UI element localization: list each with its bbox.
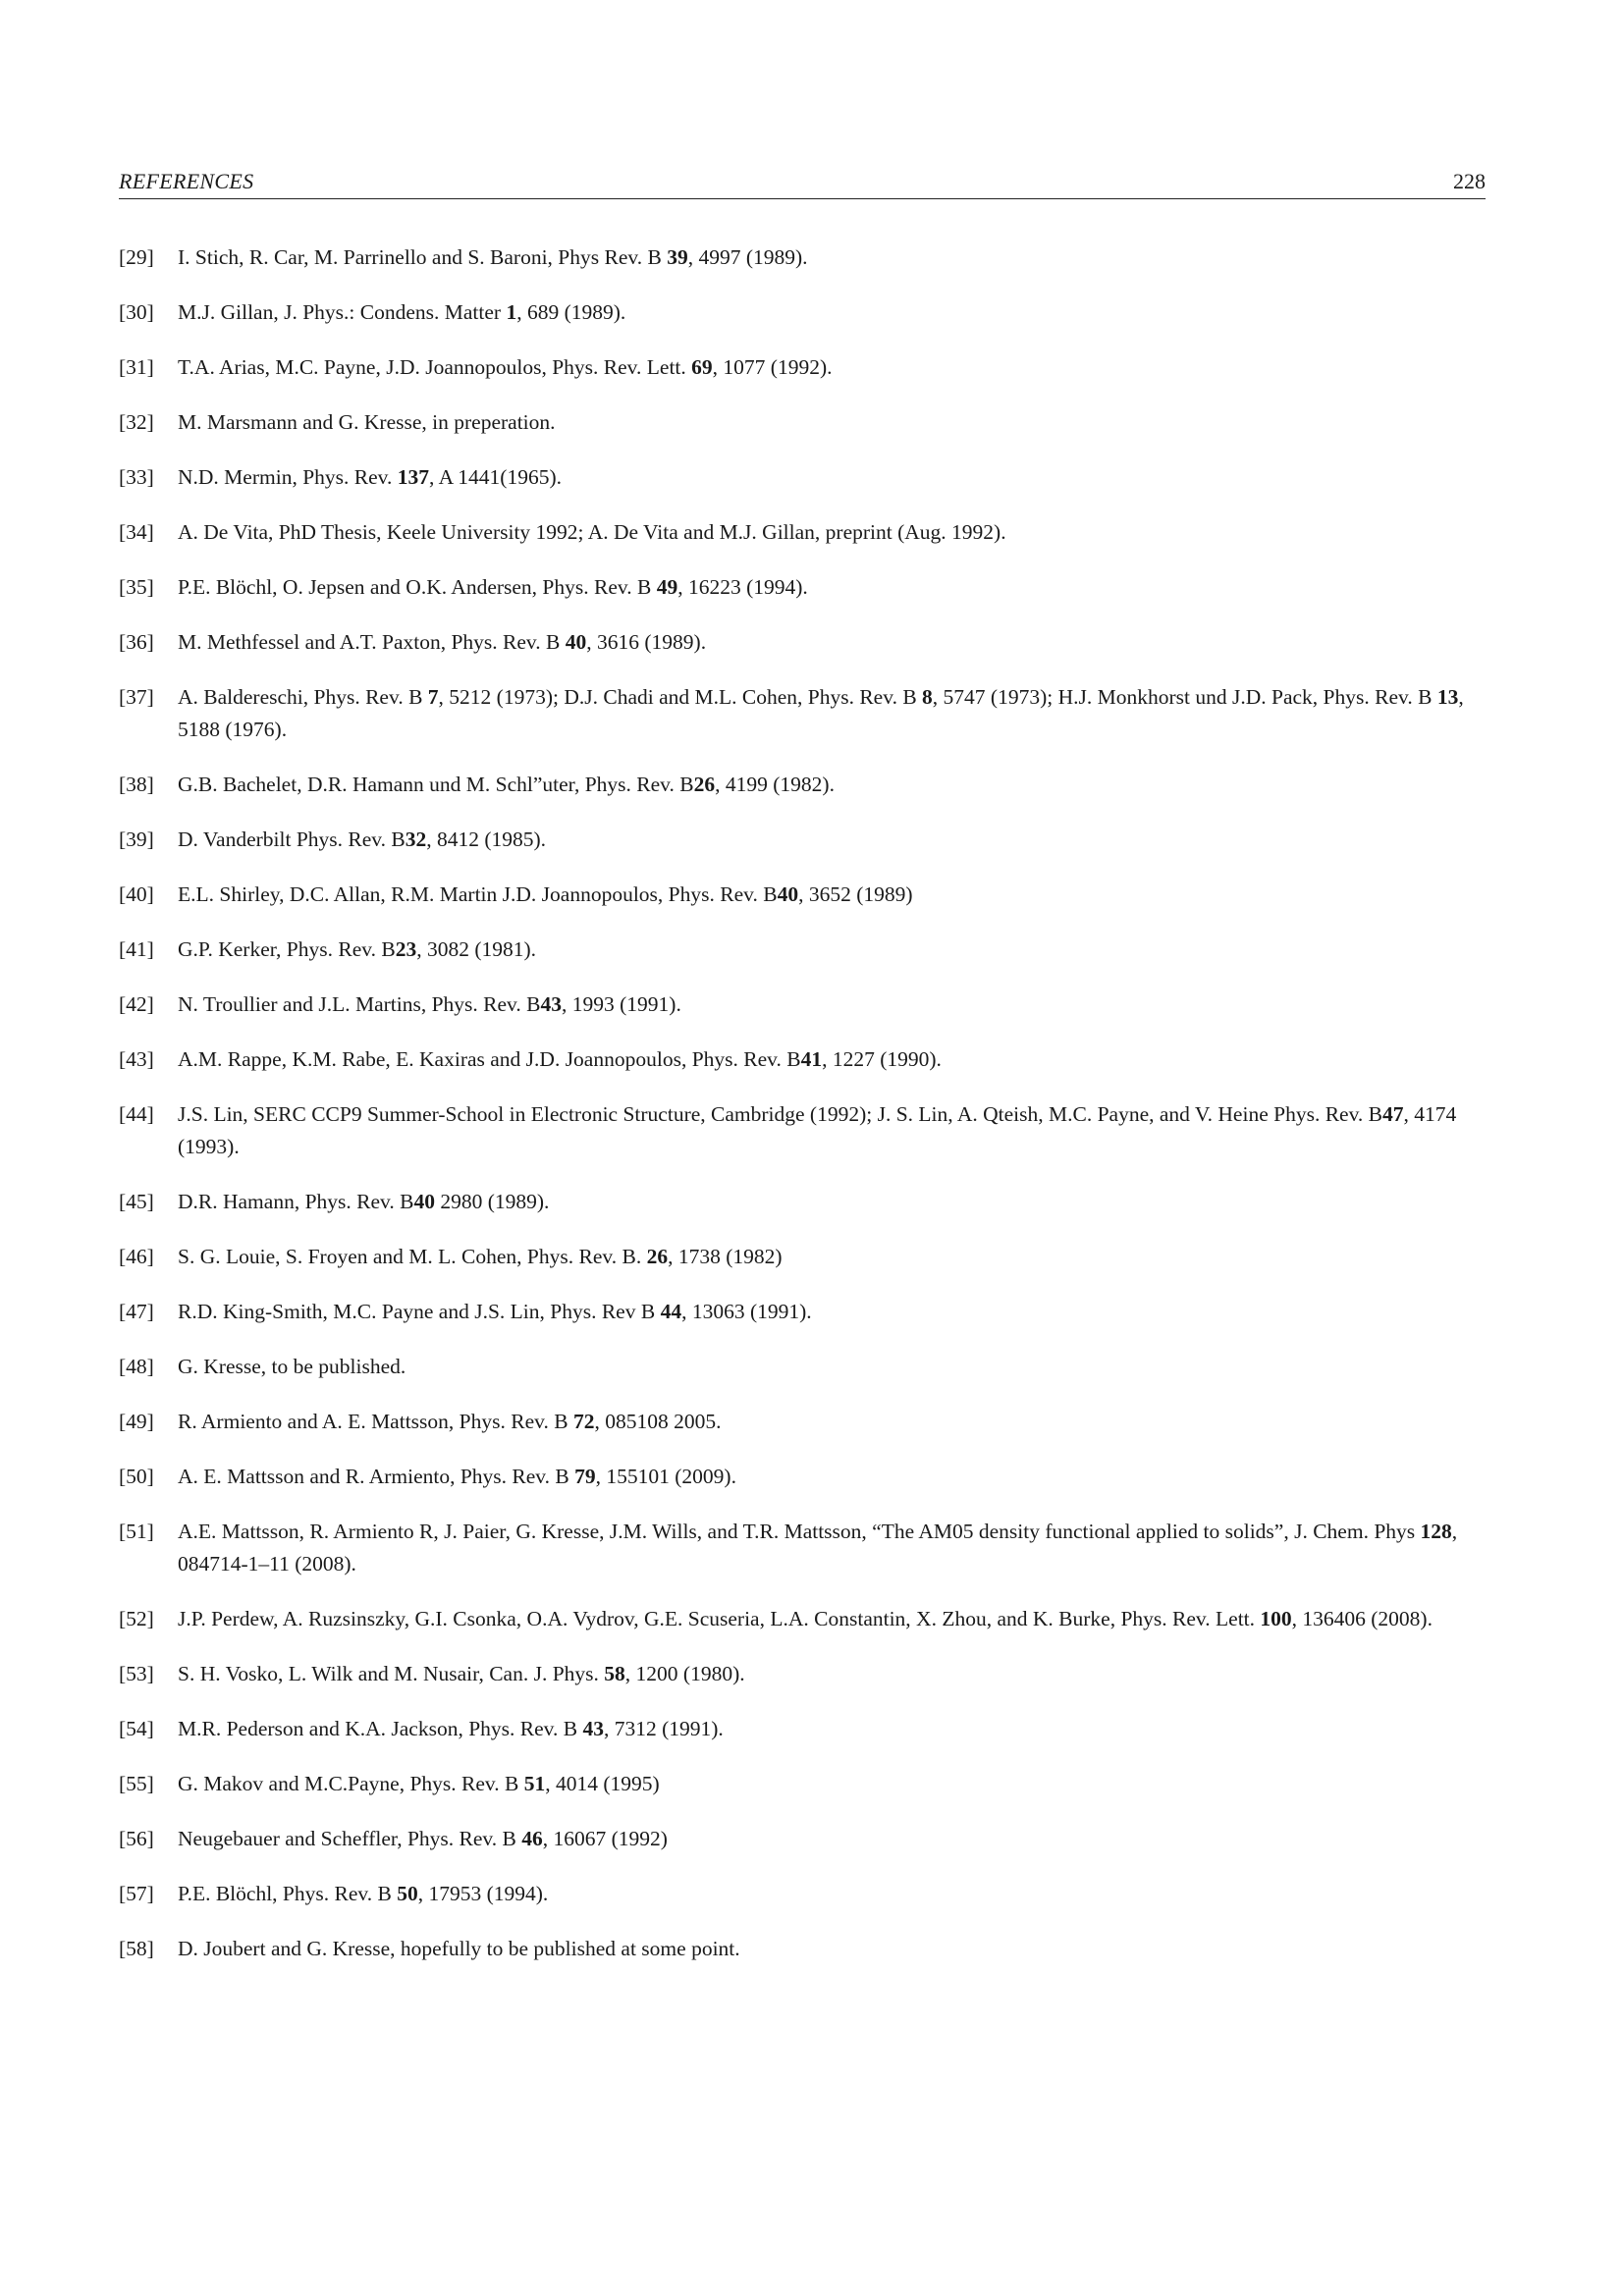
volume-number: 43 — [540, 992, 562, 1016]
reference-segment: , 085108 2005. — [594, 1410, 722, 1433]
reference-text — [178, 575, 808, 599]
reference-item — [119, 1823, 1486, 1855]
volume-number: 32 — [405, 828, 427, 851]
reference-text — [178, 1662, 745, 1685]
reference-segment: , 17953 (1994). — [417, 1882, 549, 1905]
volume-number: 41 — [800, 1047, 823, 1071]
reference-text — [178, 1465, 736, 1488]
reference-item — [119, 461, 1486, 494]
reference-segment: M.R. Pederson and K.A. Jackson, Phys. Rev. B — [178, 1717, 583, 1740]
reference-list — [119, 241, 1486, 1988]
reference-segment: , 4997 (1989). — [687, 245, 808, 269]
reference-item — [119, 1241, 1486, 1273]
reference-segment: , 1227 (1990). — [822, 1047, 942, 1071]
reference-text — [178, 1410, 721, 1433]
reference-segment: J.P. Perdew, A. Ruzsinszky, G.I. Csonka, O.A. Vydrov, G.E. Scuseria, L.A. Constantin, X. Zhou, and K. Burke, Phys. Rev. Lett. — [178, 1607, 1261, 1630]
reference-segment: , 4014 (1995) — [545, 1772, 660, 1795]
reference-number: [30] — [119, 300, 154, 324]
reference-segment: A.M. Rappe, K.M. Rabe, E. Kaxiras and J.D. Joannopoulos, Phys. Rev. B — [178, 1047, 801, 1071]
reference-item — [119, 1186, 1486, 1218]
reference-segment: G. Makov and M.C.Payne, Phys. Rev. B — [178, 1772, 524, 1795]
volume-number: 50 — [397, 1882, 418, 1905]
reference-item — [119, 681, 1486, 746]
reference-segment: , 5212 (1973); D.J. Chadi and M.L. Cohen, Phys. Rev. B — [438, 685, 923, 709]
reference-item — [119, 516, 1486, 549]
reference-segment: G.B. Bachelet, D.R. Hamann und M. Schl”uter, Phys. Rev. B — [178, 773, 694, 796]
reference-number: [54] — [119, 1717, 154, 1740]
reference-item — [119, 1406, 1486, 1438]
reference-segment: , 3616 (1989). — [586, 630, 707, 654]
reference-item — [119, 1933, 1486, 1965]
reference-number: [57] — [119, 1882, 154, 1905]
volume-number: 44 — [660, 1300, 682, 1323]
volume-number: 47 — [1382, 1102, 1404, 1126]
reference-number: [43] — [119, 1047, 154, 1071]
reference-number: [31] — [119, 355, 154, 379]
reference-number: [48] — [119, 1355, 154, 1378]
running-header — [119, 165, 1486, 199]
reference-number: [44] — [119, 1102, 154, 1126]
volume-number: 46 — [521, 1827, 543, 1850]
reference-item — [119, 1043, 1486, 1076]
reference-segment: 2980 (1989). — [434, 1190, 550, 1213]
reference-item — [119, 1878, 1486, 1910]
reference-item — [119, 406, 1486, 439]
reference-segment: , 13063 (1991). — [681, 1300, 812, 1323]
reference-item — [119, 571, 1486, 604]
reference-number: [56] — [119, 1827, 154, 1850]
volume-number: 51 — [523, 1772, 546, 1795]
volume-number: 72 — [572, 1410, 595, 1433]
reference-text — [178, 1772, 660, 1795]
reference-text — [178, 828, 546, 851]
reference-item — [119, 1098, 1486, 1163]
reference-number: [42] — [119, 992, 154, 1016]
volume-number: 137 — [397, 465, 430, 489]
reference-segment: A. Baldereschi, Phys. Rev. B — [178, 685, 428, 709]
reference-segment: , 5747 (1973); H.J. Monkhorst und J.D. Pack, Phys. Rev. B — [932, 685, 1437, 709]
reference-text — [178, 1355, 406, 1378]
reference-text — [178, 465, 562, 489]
volume-number: 40 — [413, 1190, 435, 1213]
reference-text — [178, 520, 1006, 544]
reference-segment: M. Methfessel and A.T. Paxton, Phys. Rev. B — [178, 630, 566, 654]
reference-item — [119, 824, 1486, 856]
reference-segment: S. G. Louie, S. Froyen and M. L. Cohen, Phys. Rev. B. — [178, 1245, 647, 1268]
reference-text — [178, 882, 913, 906]
reference-item — [119, 934, 1486, 966]
reference-text — [178, 685, 1464, 741]
reference-segment: T.A. Arias, M.C. Payne, J.D. Joannopoulos, Phys. Rev. Lett. — [178, 355, 692, 379]
reference-number: [58] — [119, 1937, 154, 1960]
reference-text — [178, 1937, 740, 1960]
reference-item — [119, 1516, 1486, 1580]
reference-segment: R.D. King-Smith, M.C. Payne and J.S. Lin, Phys. Rev B — [178, 1300, 661, 1323]
reference-number: [32] — [119, 410, 154, 434]
reference-segment: , A 1441(1965). — [429, 465, 562, 489]
reference-number: [46] — [119, 1245, 154, 1268]
reference-number: [49] — [119, 1410, 154, 1433]
reference-number: [51] — [119, 1520, 154, 1543]
reference-segment: A.E. Mattsson, R. Armiento R, J. Paier, G. Kresse, J.M. Wills, and T.R. Mattsson, “The AM05 density functional applied to solids”, J. Chem. Phys — [178, 1520, 1421, 1543]
volume-number: 23 — [395, 937, 417, 961]
reference-item — [119, 1603, 1486, 1635]
reference-item — [119, 988, 1486, 1021]
reference-segment: , 16067 (1992) — [542, 1827, 668, 1850]
page-number: 228 — [1453, 169, 1486, 193]
reference-segment: , 689 (1989). — [516, 300, 626, 324]
reference-text — [178, 355, 832, 379]
reference-number: [53] — [119, 1662, 154, 1685]
reference-segment: D. Joubert and G. Kresse, hopefully to be published at some point. — [178, 1937, 740, 1960]
reference-number: [55] — [119, 1772, 154, 1795]
reference-segment: P.E. Blöchl, Phys. Rev. B — [178, 1882, 398, 1905]
reference-segment: P.E. Blöchl, O. Jepsen and O.K. Andersen, Phys. Rev. B — [178, 575, 657, 599]
reference-text — [178, 1102, 1456, 1158]
reference-item — [119, 351, 1486, 384]
reference-segment: A. E. Mattsson and R. Armiento, Phys. Rev. B — [178, 1465, 575, 1488]
reference-text — [178, 1717, 724, 1740]
reference-item — [119, 879, 1486, 911]
reference-number: [50] — [119, 1465, 154, 1488]
reference-number: [47] — [119, 1300, 154, 1323]
reference-number: [52] — [119, 1607, 154, 1630]
reference-segment: , 136406 (2008). — [1291, 1607, 1433, 1630]
reference-segment: D. Vanderbilt Phys. Rev. B — [178, 828, 406, 851]
reference-segment: Neugebauer and Scheffler, Phys. Rev. B — [178, 1827, 522, 1850]
reference-number: [45] — [119, 1190, 154, 1213]
reference-segment: , 16223 (1994). — [677, 575, 808, 599]
volume-number: 7 — [427, 685, 439, 709]
reference-item — [119, 296, 1486, 329]
volume-number: 40 — [565, 630, 587, 654]
reference-number: [38] — [119, 773, 154, 796]
reference-segment: M. Marsmann and G. Kresse, in preperation. — [178, 410, 556, 434]
reference-number: [41] — [119, 937, 154, 961]
reference-segment: , 7312 (1991). — [603, 1717, 724, 1740]
reference-segment: , 4199 (1982). — [715, 773, 835, 796]
reference-segment: , 1200 (1980). — [624, 1662, 745, 1685]
reference-segment: D.R. Hamann, Phys. Rev. B — [178, 1190, 414, 1213]
volume-number: 1 — [506, 300, 517, 324]
reference-item — [119, 1658, 1486, 1690]
reference-item — [119, 626, 1486, 659]
reference-segment: R. Armiento and A. E. Mattsson, Phys. Rev. B — [178, 1410, 573, 1433]
reference-text — [178, 630, 706, 654]
volume-number: 58 — [604, 1662, 625, 1685]
volume-number: 128 — [1420, 1520, 1452, 1543]
reference-item — [119, 1351, 1486, 1383]
reference-number: [37] — [119, 685, 154, 709]
volume-number: 69 — [691, 355, 713, 379]
volume-number: 40 — [777, 882, 799, 906]
reference-segment: , 4174 (1993). — [178, 1102, 1457, 1158]
volume-number: 79 — [574, 1465, 596, 1488]
document-page — [119, 0, 1486, 2296]
reference-text — [178, 1520, 1457, 1575]
volume-number: 26 — [646, 1245, 669, 1268]
reference-segment: I. Stich, R. Car, M. Parrinello and S. Baroni, Phys Rev. B — [178, 245, 668, 269]
reference-segment: G.P. Kerker, Phys. Rev. B — [178, 937, 396, 961]
reference-item — [119, 1768, 1486, 1800]
reference-segment: , 3082 (1981). — [416, 937, 537, 961]
reference-segment: N.D. Mermin, Phys. Rev. — [178, 465, 398, 489]
reference-text — [178, 992, 681, 1016]
reference-item — [119, 1461, 1486, 1493]
reference-number: [39] — [119, 828, 154, 851]
reference-segment: , 5188 (1976). — [178, 685, 1464, 741]
volume-number: 13 — [1436, 685, 1459, 709]
section-title: REFERENCES — [119, 169, 254, 193]
reference-text — [178, 1827, 668, 1850]
reference-number: [34] — [119, 520, 154, 544]
reference-segment: , 8412 (1985). — [426, 828, 547, 851]
reference-segment: , 1993 (1991). — [562, 992, 681, 1016]
reference-segment: E.L. Shirley, D.C. Allan, R.M. Martin J.D. Joannopoulos, Phys. Rev. B — [178, 882, 778, 906]
reference-item — [119, 769, 1486, 801]
reference-segment: G. Kresse, to be published. — [178, 1355, 406, 1378]
reference-segment: , 1077 (1992). — [712, 355, 833, 379]
reference-text — [178, 937, 536, 961]
reference-text — [178, 410, 556, 434]
volume-number: 26 — [693, 773, 716, 796]
reference-text — [178, 773, 835, 796]
reference-item — [119, 1713, 1486, 1745]
reference-item — [119, 241, 1486, 274]
volume-number: 39 — [667, 245, 688, 269]
reference-item — [119, 1296, 1486, 1328]
reference-text — [178, 1047, 942, 1071]
reference-number: [40] — [119, 882, 154, 906]
reference-text — [178, 245, 808, 269]
reference-text — [178, 1245, 783, 1268]
reference-text — [178, 1300, 812, 1323]
reference-segment: , 155101 (2009). — [595, 1465, 736, 1488]
volume-number: 49 — [656, 575, 678, 599]
reference-segment: J.S. Lin, SERC CCP9 Summer-School in Electronic Structure, Cambridge (1992); J. S. Lin, A. Qteish, M.C. Payne, and V. Heine Phys. Rev. B — [178, 1102, 1383, 1126]
reference-text — [178, 1607, 1433, 1630]
reference-text — [178, 1190, 549, 1213]
volume-number: 100 — [1260, 1607, 1292, 1630]
reference-number: [36] — [119, 630, 154, 654]
reference-segment: , 3652 (1989) — [798, 882, 913, 906]
reference-number: [29] — [119, 245, 154, 269]
volume-number: 8 — [922, 685, 933, 709]
reference-segment: N. Troullier and J.L. Martins, Phys. Rev. B — [178, 992, 541, 1016]
reference-text — [178, 300, 625, 324]
reference-segment: , 1738 (1982) — [668, 1245, 783, 1268]
reference-segment: M.J. Gillan, J. Phys.: Condens. Matter — [178, 300, 507, 324]
reference-segment: A. De Vita, PhD Thesis, Keele University 1992; A. De Vita and M.J. Gillan, preprint (Aug. 1992). — [178, 520, 1006, 544]
reference-number: [33] — [119, 465, 154, 489]
volume-number: 43 — [582, 1717, 604, 1740]
reference-number: [35] — [119, 575, 154, 599]
reference-text — [178, 1882, 548, 1905]
reference-segment: , 084714-1–11 (2008). — [178, 1520, 1458, 1575]
reference-segment: S. H. Vosko, L. Wilk and M. Nusair, Can. J. Phys. — [178, 1662, 605, 1685]
